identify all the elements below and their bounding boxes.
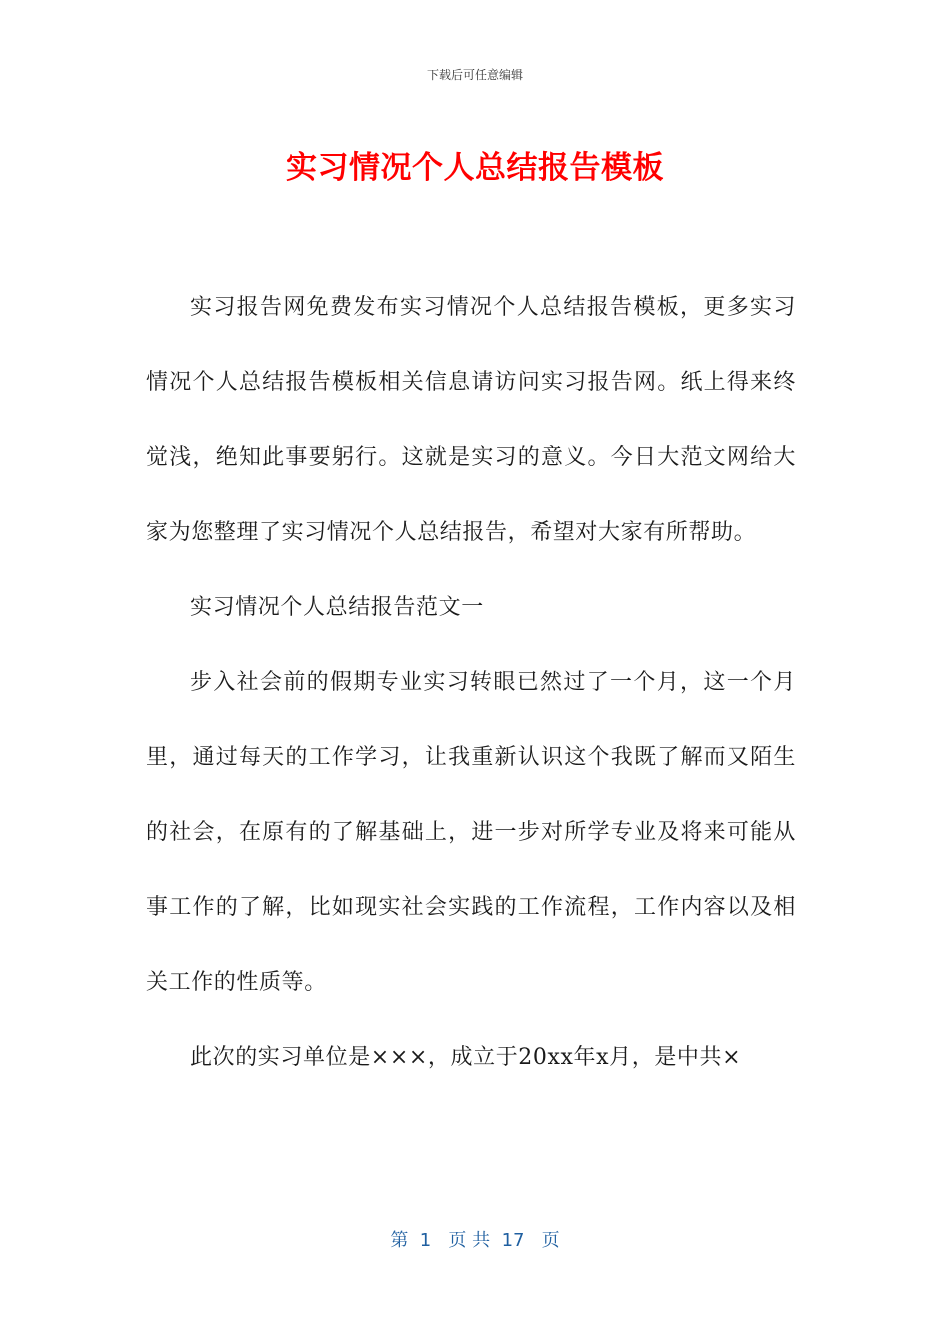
paragraph-experience: 步入社会前的假期专业实习转眼已然过了一个月，这一个月里，通过每天的工作学习，让我重新认识这个我既了解而又陌生的社会，在原有的了解基础上，进一步对所学专业及将来可能从事工作的了解，比如现实社会实践的工作流程，工作内容以及相关工作的性质等。 — [146, 670, 796, 995]
page-number-footer: 第 1 页 共 17 页 — [390, 1230, 560, 1251]
document-title: 实习情况个人总结报告模板 — [286, 150, 664, 186]
paragraph-unit: 此次的实习单位是×××，成立于20xx年x月，是中共× — [190, 1045, 742, 1070]
paragraph-intro: 实习报告网免费发布实习情况个人总结报告模板，更多实习情况个人总结报告模板相关信息请访问实习报告网。纸上得来终觉浅，绝知此事要躬行。这就是实习的意义。今日大范文网给大家为您整理了实习情况个人总结报告，希望对大家有所帮助。 — [146, 295, 796, 545]
document-body — [146, 270, 796, 1095]
paragraph-subheading: 实习情况个人总结报告范文一 — [190, 595, 484, 620]
header-note: 下载后可任意编辑 — [426, 68, 523, 82]
